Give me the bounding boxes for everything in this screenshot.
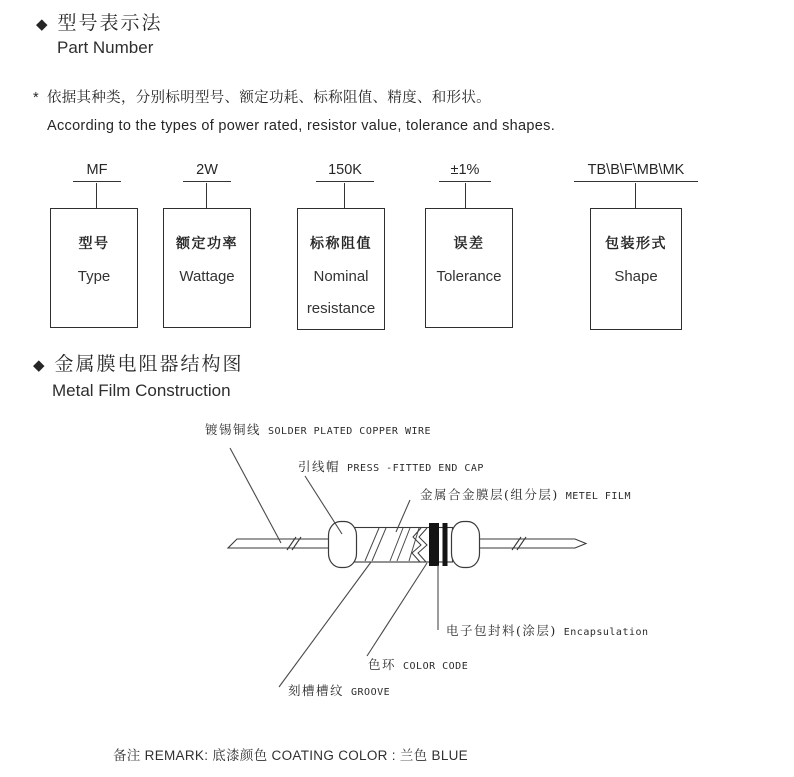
box-label-en: Wattage — [179, 268, 235, 285]
box-label-en: resistance — [306, 300, 376, 317]
note-line-en: According to the types of power rated, resistor value, tolerance and shapes. — [47, 118, 556, 134]
box-label-zh: 包装形式 — [605, 235, 667, 251]
box-label-en: Shape — [614, 268, 658, 285]
box-label-zh: 误差 — [453, 235, 485, 251]
part-value-shape: TB\B\F\MB\MK — [574, 162, 698, 182]
color-band — [429, 523, 439, 566]
box-label-zh: 型号 — [78, 235, 110, 251]
right-end-cap — [452, 522, 480, 568]
box-label-zh: 标称阻值 — [310, 235, 372, 251]
section1-title-en: Part Number — [57, 38, 154, 57]
section2-title-zh: 金属膜电阻器结构图 — [54, 354, 244, 375]
note-line-zh — [33, 86, 491, 107]
label-en: SOLDER PLATED COPPER WIRE — [268, 426, 432, 437]
connector-line — [465, 183, 466, 208]
leader-color-code — [367, 563, 427, 656]
section2-heading — [33, 349, 244, 376]
label-zh: 引线帽 — [298, 459, 341, 474]
box-wattage — [163, 208, 251, 328]
remark-line: 备注 REMARK: 底漆颜色 COATING COLOR : 兰色 BLUE — [113, 748, 468, 763]
leader-lines — [230, 448, 438, 687]
box-nominal-resistance — [297, 208, 385, 330]
label-zh: 色环 — [368, 657, 397, 672]
section1-heading — [36, 8, 163, 35]
box-label-zh: 额定功率 — [176, 235, 238, 251]
label-en: METEL FILM — [565, 491, 631, 502]
section1-title-zh: 型号表示法 — [57, 13, 163, 34]
label-zh: 刻槽槽纹 — [288, 683, 345, 698]
label-zh: 镀锡铜线 — [205, 422, 262, 437]
label-en: COLOR CODE — [403, 661, 469, 672]
right-lead-wire — [479, 539, 586, 548]
color-band — [443, 523, 448, 566]
part-value-resistance: 150K — [316, 162, 374, 182]
section2-title-en: Metal Film Construction — [52, 381, 231, 400]
label-en: Encapsulation — [563, 627, 649, 638]
asterisk: * — [33, 90, 39, 106]
box-type — [50, 208, 138, 328]
diamond-bullet-icon: ◆ — [36, 16, 48, 33]
connector-line — [635, 183, 636, 208]
label-zh: 电子包封料(涂层) — [446, 623, 557, 638]
leader-wire — [230, 448, 281, 543]
note-zh-text: 依据其种类，分别标明型号、额定功耗、标称阻值、精度、和形状。 — [46, 90, 491, 106]
connector-line — [96, 183, 97, 208]
box-label-en: Nominal — [313, 268, 369, 285]
part-value-wattage: 2W — [183, 162, 231, 182]
resistor-construction-diagram — [180, 440, 640, 695]
box-tolerance — [425, 208, 513, 328]
color-bands — [429, 523, 448, 566]
label-solder-plated-copper-wire — [205, 420, 431, 439]
box-label-en: Type — [77, 268, 111, 285]
left-end-cap — [329, 522, 357, 568]
connector-line — [344, 183, 345, 208]
leader-end-cap — [305, 476, 342, 534]
part-value-type: MF — [73, 162, 121, 182]
diamond-bullet-icon: ◆ — [33, 357, 45, 374]
label-en: PRESS -FITTED END CAP — [347, 463, 484, 474]
box-label-en: Tolerance — [436, 268, 502, 285]
label-zh: 金属合金膜层(组分层) — [420, 487, 559, 502]
leader-groove — [279, 562, 371, 687]
part-value-tolerance: ±1% — [439, 162, 491, 182]
box-shape — [590, 208, 682, 330]
connector-line — [206, 183, 207, 208]
label-en: GROOVE — [351, 687, 391, 698]
